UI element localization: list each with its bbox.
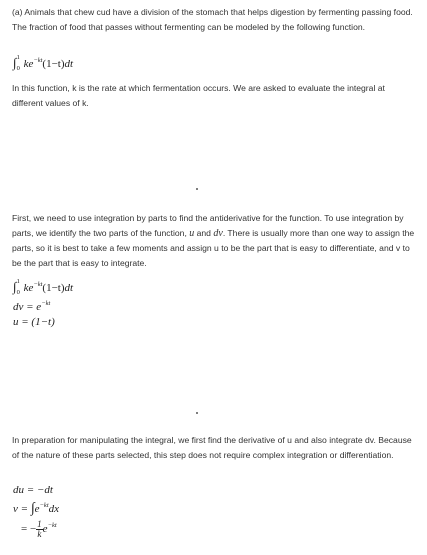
- separator-dot-2: [196, 412, 198, 414]
- du-derivative: du = −dt: [13, 484, 53, 496]
- dv-assignment: dv = $e^{-kt}$: [13, 300, 51, 313]
- v-result: = − $\frac{1}{k}$ $e^{-kt}$: [21, 518, 57, 539]
- integral-expression: ∫ 1 0 $ke^{-kt}(1-t)dt$: [13, 54, 74, 72]
- integral-sign: ∫: [13, 55, 17, 70]
- preparation-paragraph: In preparation for manipulating the integral, we first find the derivative of u and also integrate dv. Because of the nature of these parts selected, this step does not require complex integration or differentiation.: [12, 435, 412, 460]
- integral-expression-2: ∫ 1 0 $ke^{-kt}(1-t)dt$: [13, 278, 74, 296]
- explanation-paragraph: In this function, k is the rate at which fermentation occurs. We are asked to evaluate the integral at different values of k.: [12, 83, 385, 108]
- separator-dot: [196, 188, 198, 190]
- integration-by-parts-paragraph: First, we need to use integration by parts to find the antiderivative for the function. To use integration by parts, we identify the two parts of the function, u and dv. There is usually more than one way to assign the parts, so it is best to take a few moments and assign u to be the part that is easy to differentiate, and v to be the part that is easy to integrate.: [12, 213, 415, 268]
- intro-paragraph: (a) Animals that chew cud have a division of the stomach that helps digestion by fermenting passing food. The fraction of food that passes without fermenting can be modeled by the following function.: [12, 7, 413, 32]
- u-assignment: u = (1−t): [13, 316, 55, 328]
- v-integral: $v = \int e^{-kt}dx$: [13, 501, 60, 516]
- integral-sign: ∫: [13, 279, 17, 294]
